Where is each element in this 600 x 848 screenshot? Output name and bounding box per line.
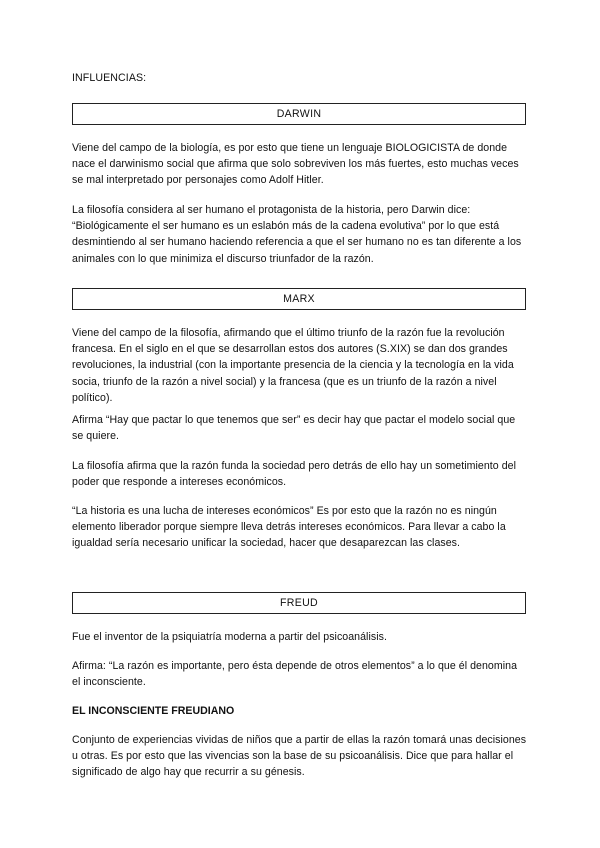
marx-title-box: MARX [72, 288, 526, 310]
freud-subheading: EL INCONSCIENTE FREUDIANO [72, 705, 235, 717]
darwin-paragraph-1: Viene del campo de la biología, es por esto que tiene un lenguaje BIOLOGICISTA de donde nace el darwinismo social que afirma que solo sobreviven los más fuertes, esto muchas veces se mal interpretado por personajes como Adolf Hitler. [72, 142, 519, 187]
freud-title-box: FREUD [72, 592, 526, 614]
marx-paragraph-3: La filosofía afirma que la razón funda la sociedad pero detrás de ello hay un sometimiento del poder que responde a intereses económicos. [72, 460, 517, 489]
freud-paragraph-2: Afirma: “La razón es importante, pero ésta depende de otros elementos” a lo que él denomina el inconsciente. [72, 660, 518, 689]
marx-paragraph-1: Viene del campo de la filosofía, afirmando que el último triunfo de la razón fue la revolución francesa. En el siglo en el que se desarrollan estos dos autores (S.XIX) se dan dos grandes revoluciones, la industrial (con la importante presencia de la ciencia y la tecnología en la vida socia, triunfo de la razón a nivel social) y la francesa (que es un triunfo de la razón a nivel político). [72, 327, 514, 404]
influences-label: INFLUENCIAS: [72, 72, 147, 84]
marx-paragraph-4: “La historia es una lucha de intereses económicos” Es por esto que la razón no es ningún elemento liberador porque siempre lleva detrás intereses económicos. Para llevar a cabo la igualdad sería necesario unificar la sociedad, hacer que desaparezcan las clases. [72, 505, 506, 550]
freud-paragraph-3: Conjunto de experiencias vividas de niños que a partir de ellas la razón tomará unas decisiones u otras. Es por esto que las vivencias son la base de su psicoanálisis. Dice que para hallar el significado de algo hay que recurrir a su génesis. [72, 734, 527, 779]
darwin-title-box: DARWIN [72, 103, 526, 125]
freud-paragraph-1: Fue el inventor de la psiquiatría moderna a partir del psicoanálisis. [72, 631, 387, 643]
darwin-paragraph-2: La filosofía considera al ser humano el protagonista de la historia, pero Darwin dice: “Biológicamente el ser humano es un eslabón más de la cadena evolutiva” por lo que está desmintiendo al ser humano haciendo referencia a que el ser humano no es tan diferente a los animales con lo que minimiza el discurso triunfador de la razón. [72, 204, 522, 265]
marx-paragraph-2: Afirma “Hay que pactar lo que tenemos que ser” es decir hay que pactar el modelo social que se quiere. [72, 414, 516, 443]
